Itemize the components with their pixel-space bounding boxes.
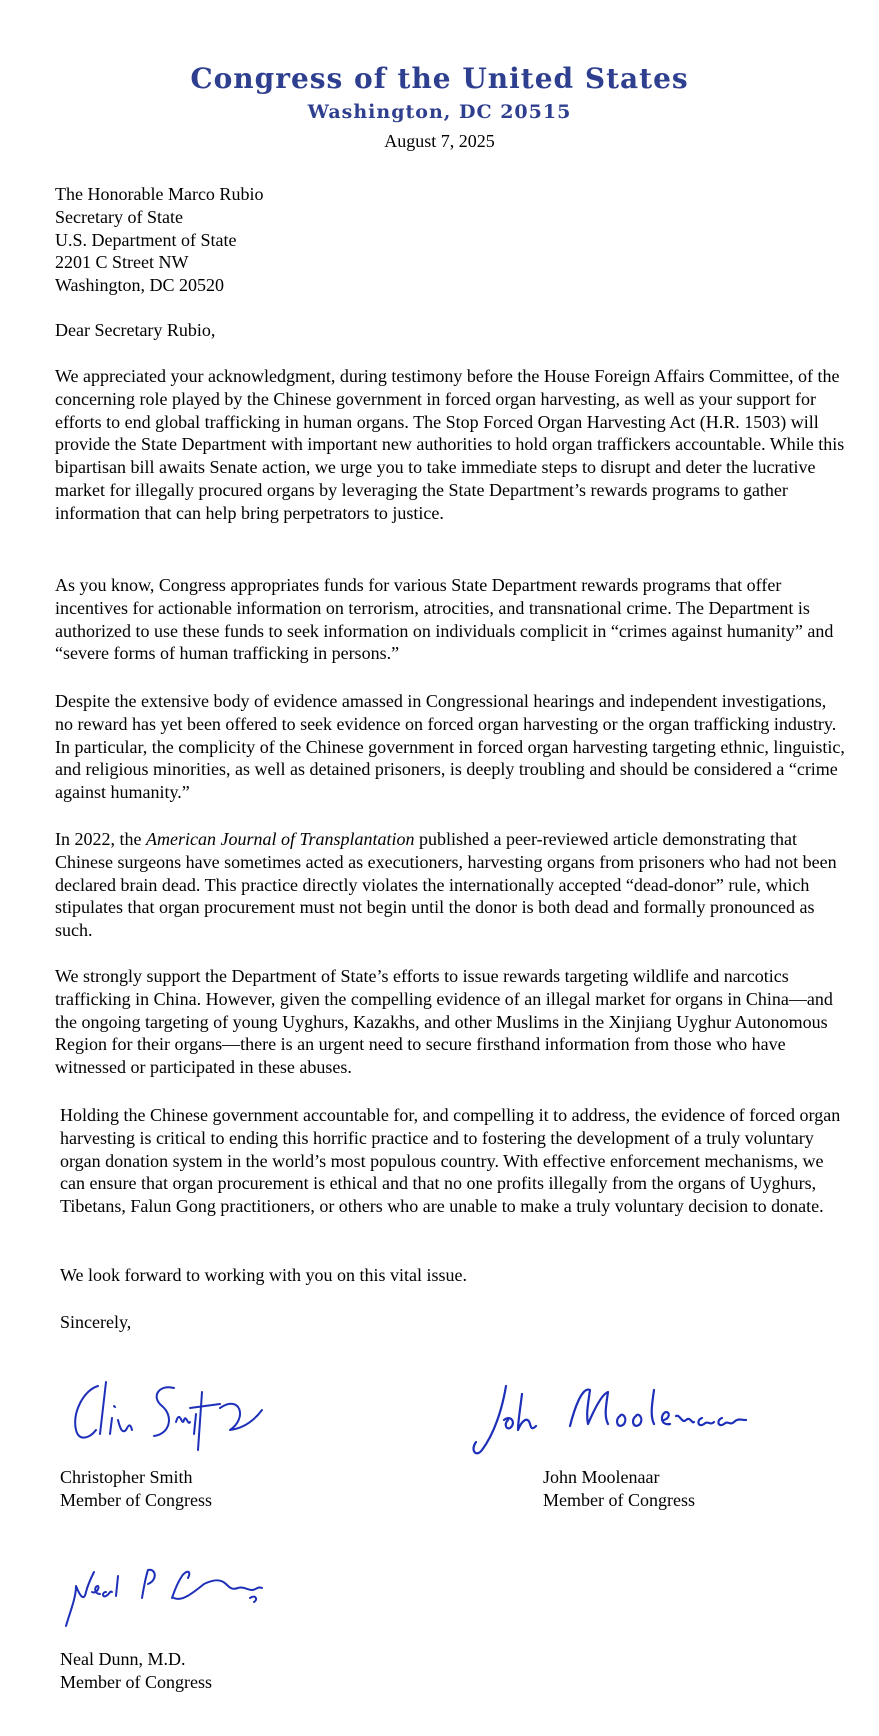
letterhead-address: Washington, DC 20515 [307, 101, 572, 123]
signer-block-dunn [60, 1648, 212, 1694]
recipient-line: Washington, DC 20520 [55, 275, 225, 296]
body-paragraph-6: Holding the Chinese government accountable for, and compelling it to address, the evidence of forced organ harvesting is critical to ending this horrific practice and to fostering the development of a truly voluntary organ donation system in the world’s most populous country. With effective enforcement mechanisms, we can ensure that organ procurement is ethical and that no one profits illegally from the organs of Uyghurs, Tibetans, Falun Gong practitioners, or others who are unable to make a truly voluntary decision to donate. [60, 1105, 841, 1217]
salutation: Dear Secretary Rubio, [55, 320, 216, 340]
journal-title: American Journal of Transplantation [145, 829, 415, 849]
signer-name: Christopher Smith [60, 1467, 193, 1487]
signature-christopher-smith [70, 1378, 270, 1453]
recipient-line: Secretary of State [55, 206, 183, 227]
body-paragraph-5: We strongly support the Department of State’s efforts to issue rewards targeting wildlife and narcotics trafficking in China. However, given the compelling evidence of an illegal market for organs in China—and the ongoing targeting of young Uyghurs, Kazakhs, and other Muslims in the Xinjiang Uyghur Autonomous Region for their organs—there is an urgent need to secure firsthand information from those who have witnessed or participated in these abuses. [55, 966, 833, 1078]
closing: Sincerely, [60, 1312, 132, 1332]
recipient-address [55, 183, 845, 297]
recipient-line: U.S. Department of State [55, 229, 237, 250]
signer-title: Member of Congress [60, 1489, 212, 1510]
body-paragraph-1: We appreciated your acknowledgment, during testimony before the House Foreign Affairs Committee, of the concerning role played by the Chinese government in forced organ harvesting, as well as your support for efforts to end global trafficking in human organs. The Stop Forced Organ Harvesting Act (H.R. 1503) will provide the State Department with important new authorities to hold organ traffickers accountable. While this bipartisan bill awaits Senate action, we urge you to take immediate steps to disrupt and deter the lucrative market for illegally procured organs by leveraging the State Department’s rewards programs to gather information that can help bring perpetrators to justice. [55, 366, 845, 523]
signer-name: Neal Dunn, M.D. [60, 1649, 186, 1669]
letter-date: August 7, 2025 [384, 131, 495, 151]
signer-title: Member of Congress [543, 1489, 695, 1510]
p4-before: In 2022, the [55, 829, 146, 849]
letterhead-title: Congress of the United States [190, 62, 689, 95]
signer-block-moolenaar [543, 1466, 695, 1512]
p4-after: published a peer-reviewed article demonstrating that Chinese surgeons have sometimes acted as executioners, harvesting organs from prisoners who had not been declared brain dead. This practice directly violates the internationally accepted “dead-donor” rule, which stipulates that organ procurement must not begin until the donor is both dead and formally pronounced as such. [55, 829, 837, 941]
signer-title: Member of Congress [60, 1671, 212, 1692]
signature-neal-dunn [62, 1562, 292, 1637]
body-paragraph-7: We look forward to working with you on this vital issue. [60, 1265, 468, 1285]
signature-john-moolenaar [470, 1380, 770, 1460]
signer-block-smith [60, 1466, 212, 1512]
recipient-line: 2201 C Street NW [55, 252, 189, 273]
body-paragraph-4 [55, 828, 845, 942]
body-paragraph-3: Despite the extensive body of evidence amassed in Congressional hearings and independent investigations, no reward has yet been offered to seek evidence on forced organ harvesting or the organ trafficking industry. In particular, the complicity of the Chinese government in forced organ harvesting targeting ethnic, linguistic, and religious minorities, as well as detained prisoners, is deeply troubling and should be considered a “crime against humanity.” [55, 691, 845, 803]
body-paragraph-2: As you know, Congress appropriates funds for various State Department rewards programs that offer incentives for actionable information on terrorism, atrocities, and transnational crime. The Department is authorized to use these funds to seek information on individuals complicit in “crimes against humanity” and “severe forms of human trafficking in persons.” [55, 575, 834, 664]
recipient-line: The Honorable Marco Rubio [55, 184, 264, 204]
signer-name: John Moolenaar [543, 1467, 660, 1487]
